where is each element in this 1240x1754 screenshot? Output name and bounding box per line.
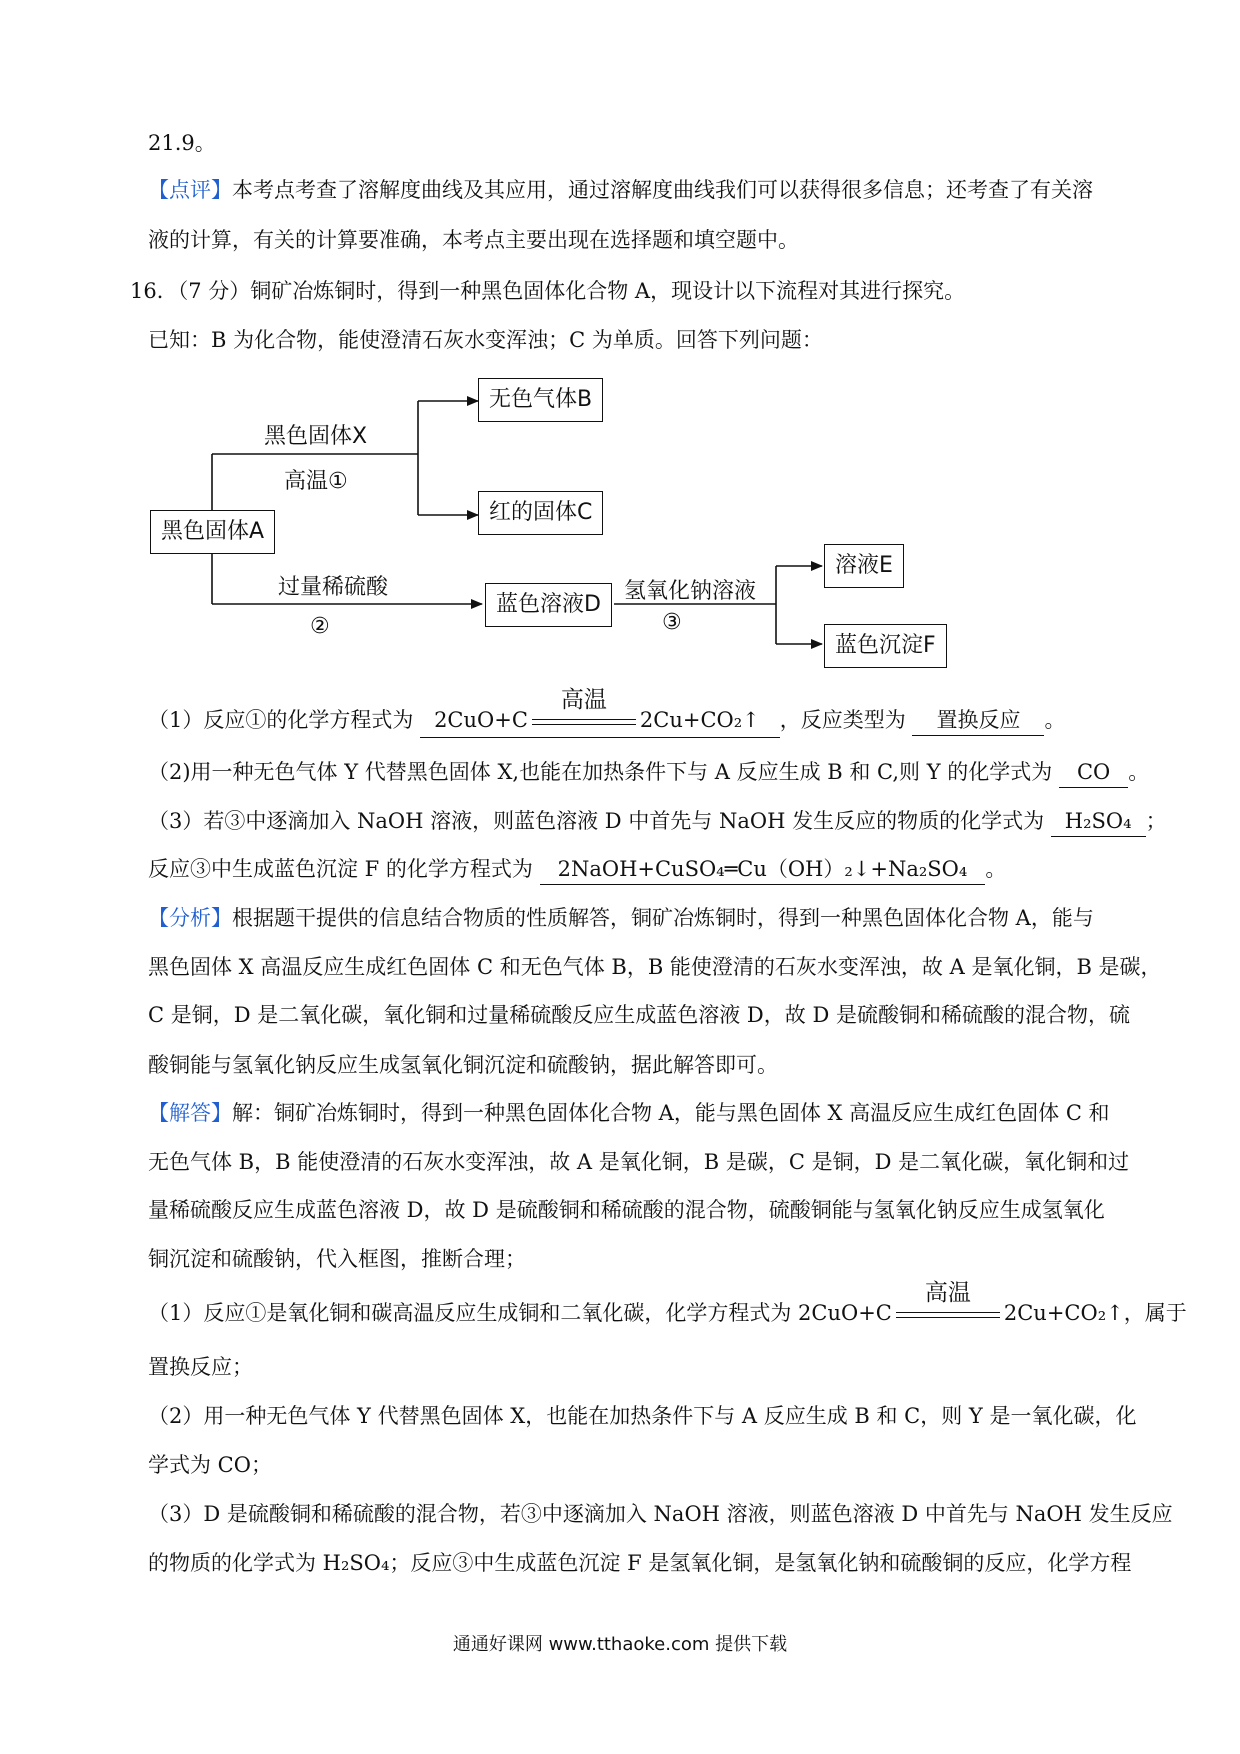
answer-3-end: ；: [1145, 809, 1167, 833]
question-known: 已知：B 为化合物，能使澄清石灰水变浑浊；C 为单质。回答下列问题：: [148, 328, 823, 352]
analysis-line: 黑色固体 X 高温反应生成红色固体 C 和无色气体 B，B 能使澄清的石灰水变浑浊，故 A 是氧化铜，B 是碳，: [148, 955, 1162, 979]
answer-1-end: 。: [1044, 708, 1066, 732]
answer-3b: [148, 854, 1006, 885]
box-a: 黑色固体A: [150, 510, 275, 554]
answer-2-value: CO: [1059, 757, 1128, 788]
solution-part-1-suffix: 2Cu+CO₂↑，属于: [1003, 1301, 1187, 1325]
text-line: 21.9。: [148, 131, 216, 155]
answer-1-prefix: （1）反应①的化学方程式为: [148, 708, 414, 732]
box-f: 蓝色沉淀F: [824, 624, 947, 668]
eq-left: 2CuO+C: [434, 708, 528, 732]
solution-line: 无色气体 B，B 能使澄清的石灰水变浑浊，故 A 是氧化铜，B 是碳，C 是铜，D 是二氧化碳，氧化铜和过: [148, 1150, 1130, 1174]
page-footer: 通通好课网 www.tthaoke.com 提供下载: [452, 1634, 788, 1655]
answer-3b-end: 。: [985, 857, 1007, 881]
answer-3: [148, 806, 1167, 837]
answer-1-equation: [420, 686, 780, 738]
answer-3b-text: 反应③中生成蓝色沉淀 F 的化学方程式为: [148, 857, 533, 881]
label-acid: 过量稀硫酸: [278, 575, 389, 600]
solution-part-1-prefix: （1）反应①是氧化铜和碳高温反应生成铜和二氧化碳，化学方程式为 2CuO+C: [148, 1301, 892, 1325]
solution-line: 置换反应；: [148, 1355, 253, 1379]
answer-1: [148, 686, 1066, 738]
solution-line: 量稀硫酸反应生成蓝色溶液 D，故 D 是硫酸铜和稀硫酸的混合物，硫酸铜能与氢氧化钠反应生成氢氧化: [148, 1198, 1105, 1222]
answer-3-text: （3）若③中逐滴加入 NaOH 溶液，则蓝色溶液 D 中首先与 NaOH 发生反应的物质的化学式为: [148, 809, 1045, 833]
solution-line: （3）D 是硫酸铜和稀硫酸的混合物，若③中逐滴加入 NaOH 溶液，则蓝色溶液 D 中首先与 NaOH 发生反应: [148, 1502, 1173, 1526]
reaction-condition: [892, 1279, 1004, 1330]
analysis-line: [148, 903, 1094, 933]
solution-line: 学式为 CO；: [148, 1453, 272, 1477]
analysis-tag: 【分析】: [148, 906, 232, 930]
answer-2-end: 。: [1128, 760, 1150, 784]
answer-1-type: 置换反应: [912, 705, 1044, 736]
solution-tag: 【解答】: [148, 1101, 232, 1125]
analysis-line: 酸铜能与氢氧化钠反应生成氢氧化铜沉淀和硫酸钠，据此解答即可。: [148, 1053, 778, 1077]
answer-2: [148, 757, 1149, 788]
condition-label: 高温: [560, 686, 607, 713]
analysis-text: 根据题干提供的信息结合物质的性质解答，铜矿冶炼铜时，得到一种黑色固体化合物 A，能与: [232, 906, 1094, 930]
box-d: 蓝色溶液D: [485, 583, 612, 627]
comment-line: [148, 175, 1093, 205]
box-c: 红的固体C: [478, 491, 603, 535]
label-x: 黑色固体X: [264, 424, 368, 449]
label-naoh: 氢氧化钠溶液: [624, 579, 757, 604]
label-cond1: 高温①: [284, 469, 348, 494]
solution-text: 解：铜矿冶炼铜时，得到一种黑色固体化合物 A，能与黑色固体 X 高温反应生成红色固体 C 和: [232, 1101, 1110, 1125]
label-num2: ②: [310, 614, 330, 639]
condition-label: 高温: [924, 1279, 971, 1306]
box-e: 溶液E: [824, 544, 904, 588]
reaction-condition: [528, 686, 640, 737]
solution-line: 铜沉淀和硫酸钠，代入框图，推断合理；: [148, 1247, 526, 1271]
solution-line: 的物质的化学式为 H₂SO₄；反应③中生成蓝色沉淀 F 是氢氧化铜，是氢氧化钠和硫酸铜的反应，化学方程: [148, 1551, 1132, 1575]
answer-3-value: H₂SO₄: [1051, 806, 1146, 837]
answer-1-mid: ，反应类型为: [779, 708, 906, 732]
comment-line: 液的计算，有关的计算要准确，本考点主要出现在选择题和填空题中。: [148, 228, 799, 252]
label-num3: ③: [662, 610, 682, 635]
solution-line: （2）用一种无色气体 Y 代替黑色固体 X，也能在加热条件下与 A 反应生成 B 和 C，则 Y 是一氧化碳，化: [148, 1404, 1137, 1428]
question-title: 16．（7 分）铜矿冶炼铜时，得到一种黑色固体化合物 A，现设计以下流程对其进行探究。: [130, 279, 966, 303]
box-b: 无色气体B: [478, 378, 603, 422]
solution-part-1: [148, 1279, 1187, 1330]
comment-tag: 【点评】: [148, 178, 232, 202]
answer-2-text: （2)用一种无色气体 Y 代替黑色固体 X,也能在加热条件下与 A 反应生成 B 和 C,则 Y 的化学式为: [148, 760, 1053, 784]
solution-line: [148, 1098, 1110, 1128]
answer-3b-value: 2NaOH+CuSO₄═Cu（OH）₂↓+Na₂SO₄: [540, 854, 986, 885]
analysis-line: C 是铜，D 是二氧化碳，氧化铜和过量稀硫酸反应生成蓝色溶液 D，故 D 是硫酸铜和稀硫酸的混合物，硫: [148, 1003, 1130, 1027]
eq-right: 2Cu+CO₂↑: [639, 708, 760, 732]
comment-text: 本考点考查了溶解度曲线及其应用，通过溶解度曲线我们可以获得很多信息；还考查了有关溶: [232, 178, 1093, 202]
